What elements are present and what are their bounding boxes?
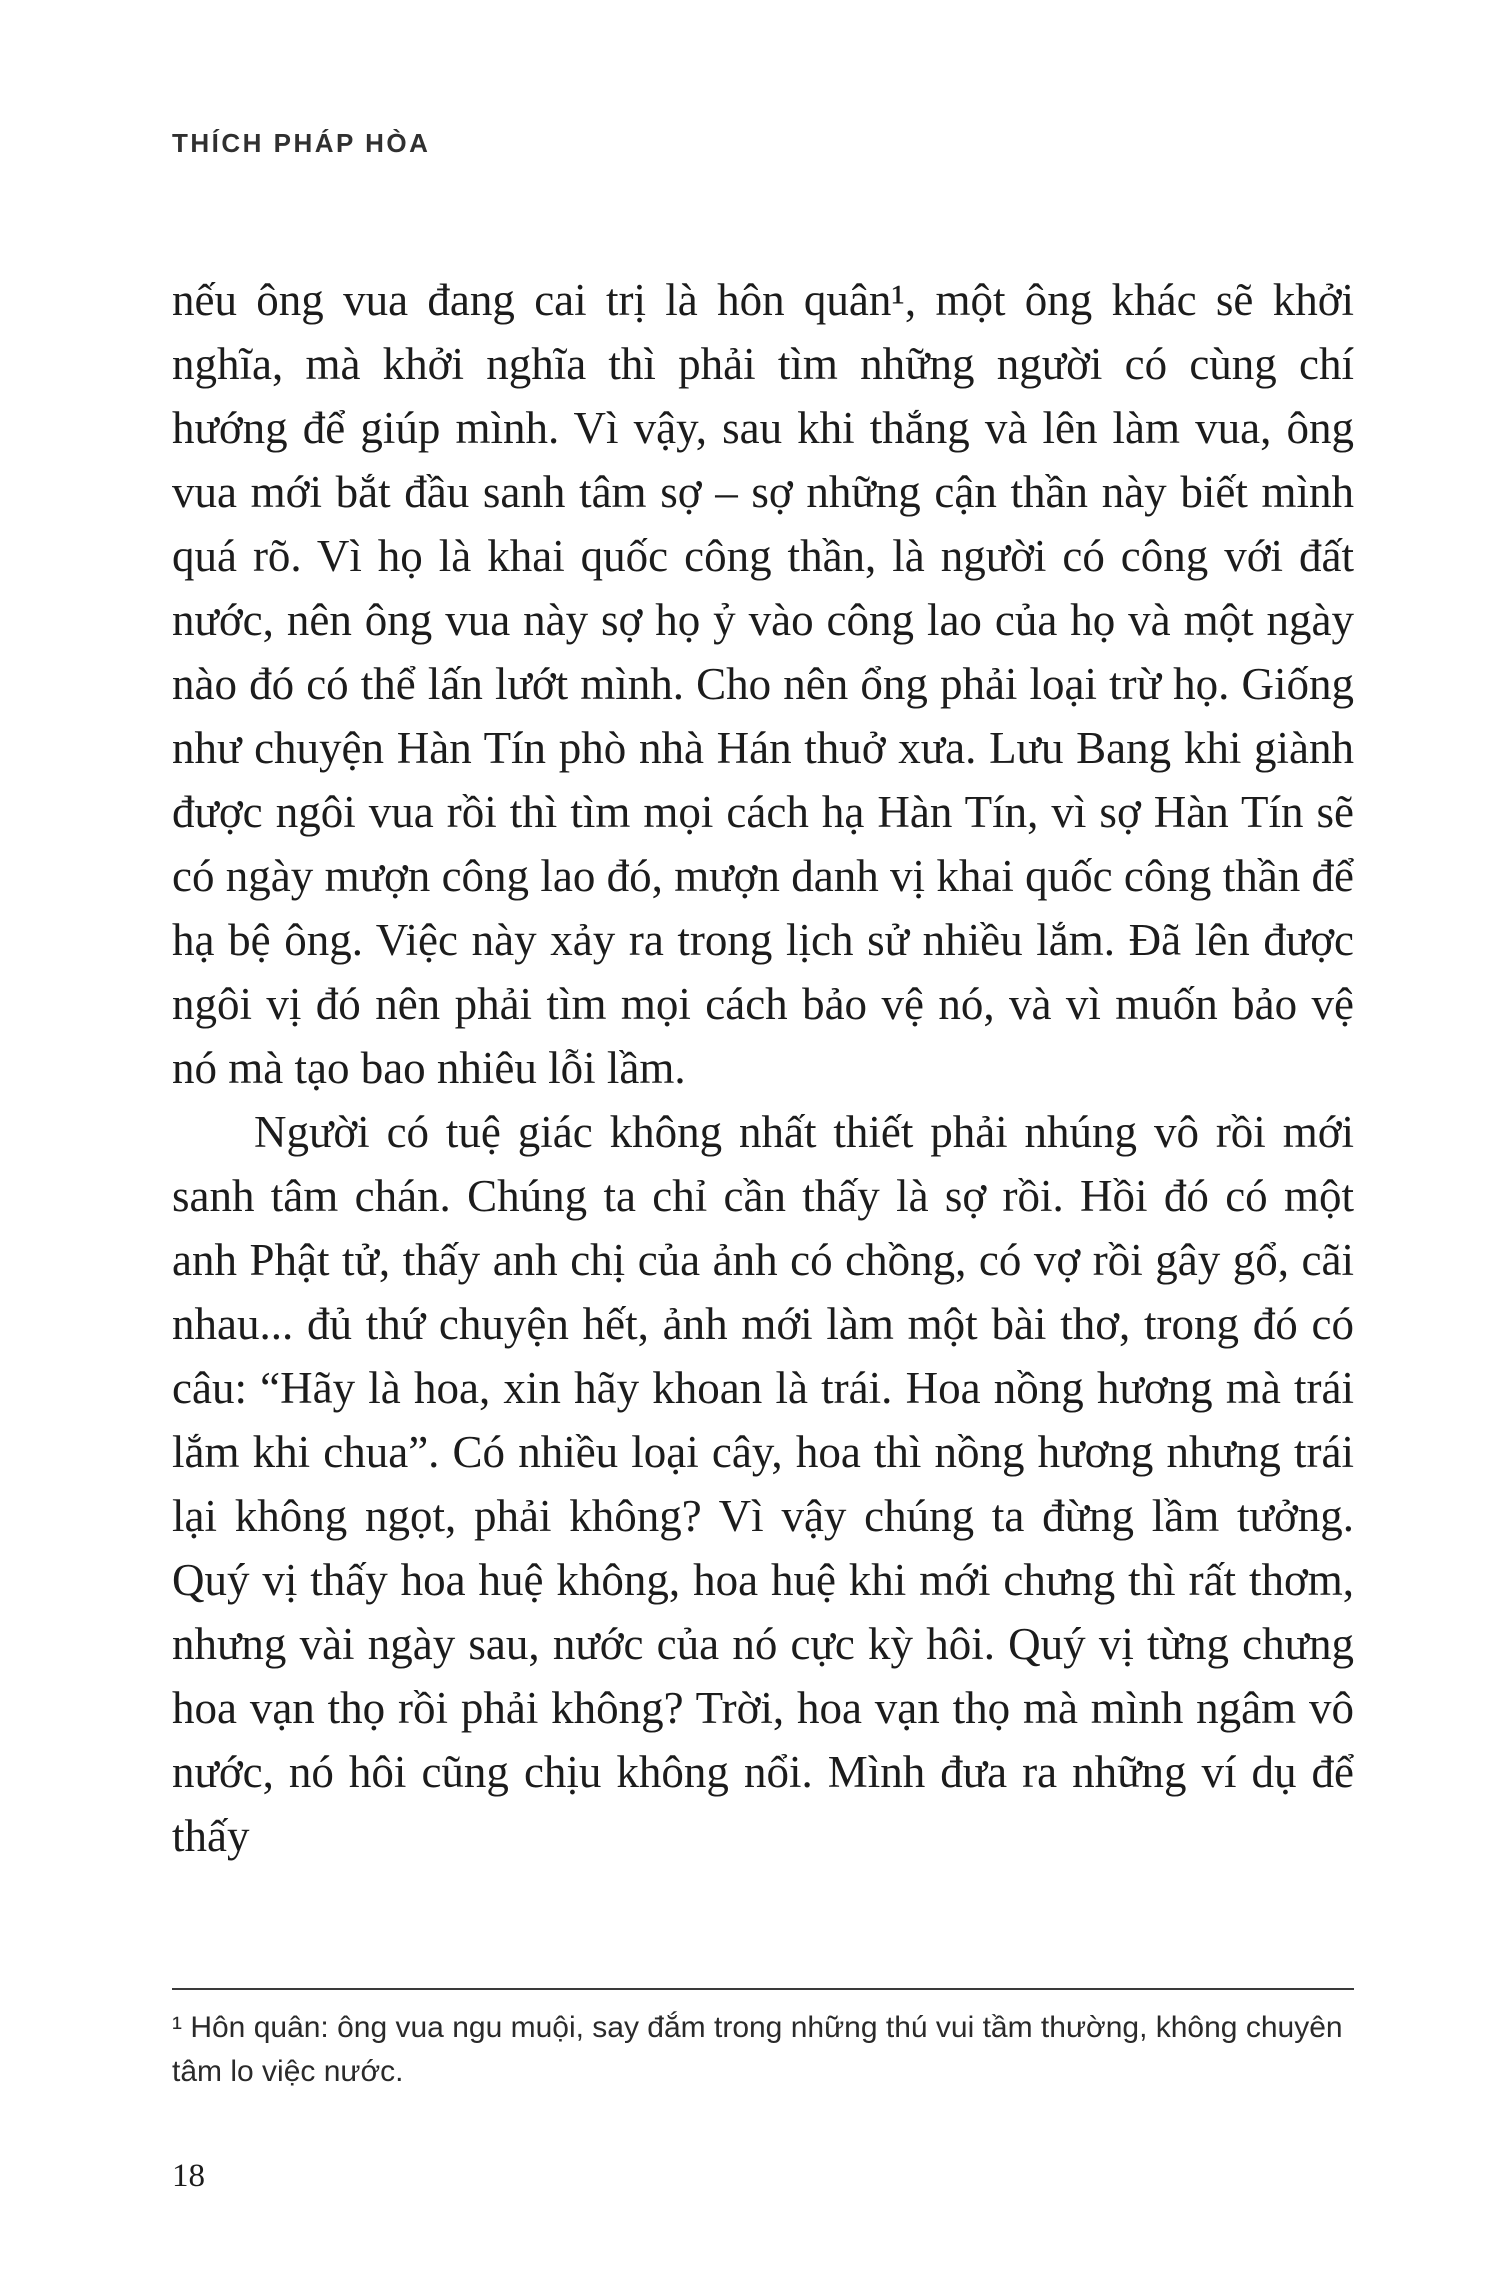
body-text — [172, 268, 1354, 1868]
footnote-divider — [172, 1988, 1354, 1990]
footnote-text: ¹ Hôn quân: ông vua ngu muội, say đắm trong những thú vui tầm thường, không chuyên tâm lo việc nước. — [172, 2011, 1343, 2088]
body-paragraph: nếu ông vua đang cai trị là hôn quân¹, một ông khác sẽ khởi nghĩa, mà khởi nghĩa thì phải tìm những người có cùng chí hướng để giúp mình. Vì vậy, sau khi thắng và lên làm vua, ông vua mới bắt đầu sanh tâm sợ – sợ những cận thần này biết mình quá rõ. Vì họ là khai quốc công thần, là người có công với đất nước, nên ông vua này sợ họ ỷ vào công lao của họ và một ngày nào đó có thể lấn lướt mình. Cho nên ổng phải loại trừ họ. Giống như chuyện Hàn Tín phò nhà Hán thuở xưa. Lưu Bang khi giành được ngôi vua rồi thì tìm mọi cách hạ Hàn Tín, vì sợ Hàn Tín sẽ có ngày mượn công lao đó, mượn danh vị khai quốc công thần để hạ bệ ông. Việc này xảy ra trong lịch sử nhiều lắm. Đã lên được ngôi vị đó nên phải tìm mọi cách bảo vệ nó, và vì muốn bảo vệ nó mà tạo bao nhiêu lỗi lầm. — [172, 275, 1354, 1093]
footnote-section — [172, 1988, 1354, 2094]
running-header: THÍCH PHÁP HÒA — [172, 128, 431, 158]
page-number: 18 — [172, 2158, 205, 2194]
body-paragraph: Người có tuệ giác không nhất thiết phải nhúng vô rồi mới sanh tâm chán. Chúng ta chỉ cần thấy là sợ rồi. Hồi đó có một anh Phật tử, thấy anh chị của ảnh có chồng, có vợ rồi gây gổ, cãi nhau... đủ thứ chuyện hết, ảnh mới làm một bài thơ, trong đó có câu: “Hãy là hoa, xin hãy khoan là trái. Hoa nồng hương mà trái lắm khi chua”. Có nhiều loại cây, hoa thì nồng hương nhưng trái lại không ngọt, phải không? Vì vậy chúng ta đừng lầm tưởng. Quý vị thấy hoa huệ không, hoa huệ khi mới chưng thì rất thơm, nhưng vài ngày sau, nước của nó cực kỳ hôi. Quý vị từng chưng hoa vạn thọ rồi phải không? Trời, hoa vạn thọ mà mình ngâm vô nước, nó hôi cũng chịu không nổi. Mình đưa ra những ví dụ để thấy — [172, 1107, 1354, 1861]
